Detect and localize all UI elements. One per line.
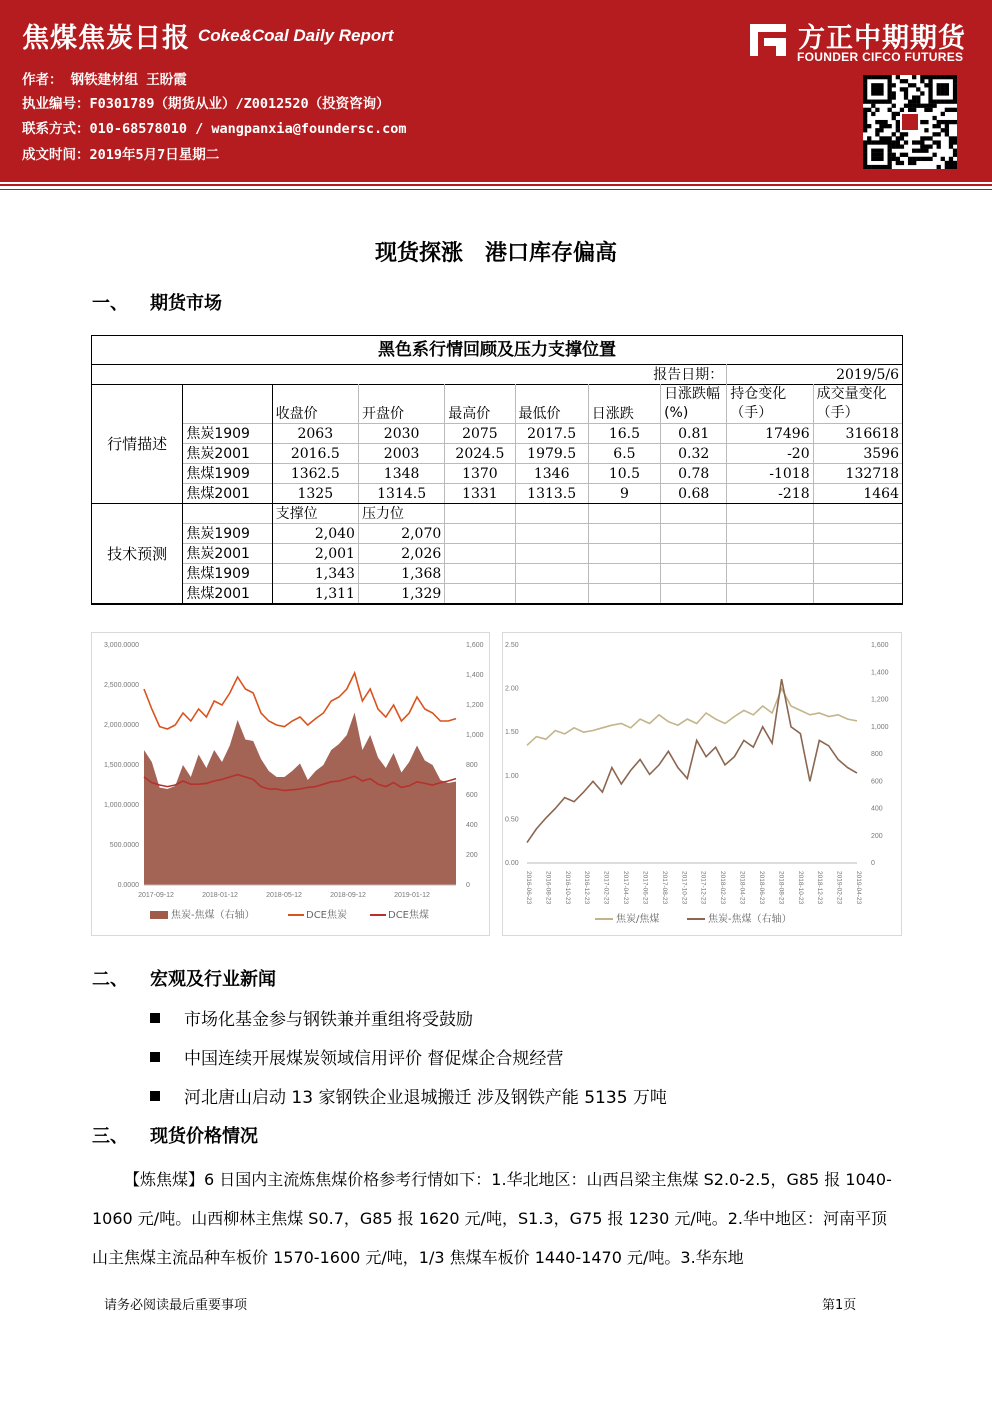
table-cell: 2,040 (272, 524, 358, 544)
x-tick-label: 2016-06-23 (525, 871, 532, 905)
table-cell: 1,368 (358, 564, 444, 584)
left-tick-label: 2,500.0000 (103, 682, 139, 689)
bullet-square-icon (150, 1013, 160, 1023)
contact-line: 联系方式：010-68578010 / wangpanxia@foundersc.com (22, 121, 407, 137)
table-cell: 9 (588, 484, 660, 504)
x-tick-label: 2018-06-23 (757, 871, 765, 905)
right-tick-label: 1,400 (871, 669, 889, 677)
x-tick-label: 2017-09-12 (138, 892, 174, 899)
left-tick-label: 2.50 (505, 642, 519, 649)
chart-coke-coal-ratio-svg (503, 633, 901, 935)
left-tick-label: 1,500.0000 (103, 762, 139, 769)
document-title: 现货探涨 港口库存偏高 (374, 241, 617, 266)
table-cell: 2063 (272, 424, 358, 444)
left-tick-label: 1,000.0000 (103, 802, 139, 809)
right-tick-label: 200 (466, 852, 478, 859)
chart-coke-coal-ratio (502, 632, 902, 936)
news-text: 河北唐山启动 13 家钢铁企业退城搬迁 涉及钢铁产能 5135 万吨 (184, 1088, 667, 1108)
table-row (92, 424, 903, 444)
table-cell: 1331 (445, 484, 515, 504)
header-divider-thin (0, 189, 992, 190)
chart-coke-coal-price-svg (92, 633, 489, 935)
right-tick-label: 400 (466, 822, 478, 829)
market-table-title: 黑色系行情回顾及压力支撑位置 (92, 336, 903, 365)
section-heading-spot (92, 1122, 258, 1148)
left-tick-label: 3,000.0000 (103, 642, 139, 649)
column-header: 最高价 (445, 385, 515, 424)
table-cell: 0.78 (661, 464, 727, 484)
section-number: 二、 (92, 969, 128, 990)
right-tick-label: 1,400 (466, 672, 484, 679)
x-tick-label: 2017-08-23 (660, 871, 668, 905)
right-tick-label: 1,000 (871, 723, 889, 731)
table-cell: 1362.5 (272, 464, 358, 484)
table-cell: 132718 (813, 464, 902, 484)
right-tick-label: 800 (871, 751, 883, 758)
group-label-description: 行情描述 (92, 385, 183, 504)
left-tick-label: 0.0000 (117, 882, 139, 889)
table-cell: 1,343 (272, 564, 358, 584)
left-tick-label: 0.50 (505, 816, 519, 824)
column-header-oi: 持仓变化 （手） (727, 385, 813, 424)
table-cell: 6.5 (588, 444, 660, 464)
table-cell: 16.5 (588, 424, 660, 444)
table-cell: 1,329 (358, 584, 444, 605)
table-row (92, 564, 903, 584)
table-cell: 10.5 (588, 464, 660, 484)
technical-forecast-body (92, 504, 903, 605)
spot-text: 6 日国内主流炼焦煤价格参考行情如下：1.华北地区：山西吕梁主焦煤 S2.0-2.5，G85 报 1040-1060 元/吨。山西柳林主焦煤 S0.7，G85 报 1620 元/吨，S1.3，G75 报 1230 元/吨。2.华中地区：河南平顶山主焦煤主流品种车板价 1570-1600 元/吨，1/3 焦煤车板价 1440-1470 元/吨。3.华东地 (92, 1170, 892, 1267)
section-number: 三、 (92, 1126, 128, 1147)
x-tick-label: 2019-02-23 (835, 871, 843, 905)
table-cell: 2003 (358, 444, 444, 464)
table-row (92, 584, 903, 605)
x-tick-label: 2017-04-23 (622, 871, 630, 905)
left-tick-label: 500.0000 (109, 842, 139, 849)
section-title: 期货市场 (150, 293, 222, 314)
x-tick-label: 2017-10-23 (680, 871, 688, 905)
table-cell: 1979.5 (515, 444, 588, 464)
x-tick-label: 2018-09-12 (330, 892, 366, 899)
date-line: 成文时间：2019年5月7日星期二 (22, 147, 220, 163)
column-header: 开盘价 (358, 385, 444, 424)
column-header: 日涨跌 (588, 385, 660, 424)
x-tick-label: 2016-12-23 (583, 871, 591, 905)
right-tick-label: 1,600 (871, 642, 889, 649)
table-cell: 2075 (445, 424, 515, 444)
section-heading-news (92, 965, 276, 991)
contract-name: 焦煤2001 (183, 484, 272, 504)
market-description-body (92, 385, 903, 504)
right-tick-label: 0 (466, 882, 470, 889)
table-row (92, 444, 903, 464)
ratio-line (527, 689, 857, 746)
x-tick-label: 2018-12-23 (816, 871, 824, 905)
table-cell: 1313.5 (515, 484, 588, 504)
left-tick-label: 1.00 (505, 772, 519, 780)
market-table (91, 335, 903, 605)
right-tick-label: 800 (466, 762, 478, 769)
column-header-support: 支撑位 (275, 505, 318, 522)
column-header-volume: 成交量变化 （手） (813, 385, 902, 424)
contract-name: 焦煤1909 (183, 564, 272, 584)
table-cell: 1464 (813, 484, 902, 504)
report-subtitle: Coke&Coal Daily Report (198, 26, 394, 45)
spread-line (527, 679, 857, 843)
report-date-label: 报告日期： (92, 365, 727, 385)
license-line: 执业编号：F0301789（期货从业）/Z0012520（投资咨询） (22, 96, 390, 112)
table-cell: 2017.5 (515, 424, 588, 444)
x-tick-label: 2018-05-12 (266, 892, 302, 899)
news-text: 中国连续开展煤炭领域信用评价 督促煤企合规经营 (184, 1049, 564, 1069)
left-tick-label: 1.50 (505, 729, 519, 737)
table-cell: 3596 (813, 444, 902, 464)
news-item (150, 1083, 667, 1108)
contract-name: 焦煤1909 (183, 464, 272, 484)
x-tick-label: 2017-12-23 (699, 871, 707, 905)
right-tick-label: 0 (871, 860, 875, 867)
table-cell: 1325 (272, 484, 358, 504)
group-label-technical: 技术预测 (92, 504, 183, 605)
x-tick-label: 2017-06-23 (641, 871, 649, 905)
left-tick-label: 2,000.0000 (103, 722, 139, 729)
report-title: 焦煤焦炭日报 (22, 23, 190, 54)
x-tick-label: 2018-02-23 (719, 871, 727, 905)
table-cell: 2,070 (358, 524, 444, 544)
column-header: 收盘价 (275, 406, 318, 422)
contract-name: 焦煤2001 (183, 584, 272, 605)
x-tick-label: 2018-10-23 (796, 871, 804, 905)
spot-tag: 【炼焦煤】 (124, 1170, 205, 1189)
x-tick-label: 2018-08-23 (777, 871, 785, 905)
right-tick-label: 600 (466, 792, 478, 799)
spot-price-paragraph (92, 1160, 902, 1277)
section-heading-futures (92, 289, 222, 315)
news-text: 市场化基金参与钢铁兼并重组将受鼓励 (184, 1010, 473, 1030)
column-header-resistance: 压力位 (358, 504, 444, 524)
contract-name: 焦炭2001 (183, 444, 272, 464)
bullet-square-icon (150, 1091, 160, 1101)
table-cell: 2016.5 (272, 444, 358, 464)
news-item (150, 1005, 473, 1030)
table-cell: -1018 (727, 464, 813, 484)
section-title: 现货价格情况 (150, 1126, 258, 1147)
table-cell: 0.32 (661, 444, 727, 464)
table-cell: 2,026 (358, 544, 444, 564)
right-tick-label: 1,200 (466, 702, 484, 709)
x-tick-label: 2017-02-23 (602, 871, 610, 905)
table-cell: -20 (727, 444, 813, 464)
x-tick-label: 2016-10-23 (563, 871, 571, 905)
table-cell: 1,311 (272, 584, 358, 605)
qr-code-icon (863, 75, 957, 169)
footer-page-number: 第1页 (822, 1298, 857, 1313)
right-tick-label: 1,200 (871, 696, 889, 704)
table-row (92, 484, 903, 504)
table-cell: 1348 (358, 464, 444, 484)
table-cell: 2,001 (272, 544, 358, 564)
table-cell: 0.81 (661, 424, 727, 444)
x-tick-label: 2019-01-12 (394, 892, 430, 899)
left-tick-label: 0.00 (505, 860, 519, 867)
coke-price-line (144, 673, 456, 729)
report-date: 2019/5/6 (727, 365, 903, 385)
bullet-square-icon (150, 1052, 160, 1062)
x-tick-label: 2018-04-23 (738, 871, 746, 905)
contract-name: 焦炭1909 (183, 524, 272, 544)
company-name-en: FOUNDER CIFCO FUTURES (797, 50, 964, 64)
section-title: 宏观及行业新闻 (150, 969, 276, 990)
contract-name: 焦炭1909 (183, 424, 272, 444)
legend-label: DCE焦煤 (388, 910, 430, 921)
spread-area (144, 713, 456, 886)
table-cell: 2030 (358, 424, 444, 444)
left-tick-label: 2.00 (505, 685, 519, 693)
report-header (0, 0, 992, 182)
column-header-pct: 日涨跌幅 (%) (661, 385, 727, 424)
x-tick-label: 2016-08-23 (544, 871, 552, 905)
legend-label: 焦炭-焦煤（右轴） (708, 914, 792, 925)
table-cell: 17496 (727, 424, 813, 444)
company-logo-icon (746, 20, 790, 60)
news-item (150, 1044, 563, 1069)
footer-disclaimer: 请务必阅读最后重要事项 (104, 1298, 248, 1313)
table-cell: -218 (727, 484, 813, 504)
right-tick-label: 200 (871, 832, 883, 840)
right-tick-label: 1,600 (466, 642, 484, 649)
table-row (92, 464, 903, 484)
table-cell: 2024.5 (445, 444, 515, 464)
legend-label: 焦炭/焦煤 (616, 914, 660, 925)
table-cell: 316618 (813, 424, 902, 444)
contract-name: 焦炭2001 (183, 544, 272, 564)
x-tick-label: 2018-01-12 (202, 892, 238, 899)
chart-coke-coal-price (91, 632, 490, 936)
right-tick-label: 400 (871, 805, 883, 813)
author-line: 作者： 钢铁建材组 王盼霞 (22, 72, 187, 88)
legend-label: DCE焦炭 (306, 910, 348, 921)
section-number: 一、 (92, 293, 128, 314)
table-row (92, 544, 903, 564)
table-row (92, 524, 903, 544)
table-cell: 1370 (445, 464, 515, 484)
company-name-cn: 方正中期期货 (798, 23, 966, 54)
table-cell: 0.68 (661, 484, 727, 504)
right-tick-label: 1,000 (466, 732, 484, 739)
legend-label: 焦炭-焦煤（右轴） (171, 910, 255, 921)
right-tick-label: 600 (871, 778, 883, 786)
table-cell: 1346 (515, 464, 588, 484)
legend-swatch-spread (150, 911, 168, 919)
table-cell: 1314.5 (358, 484, 444, 504)
header-divider (0, 184, 992, 186)
column-header: 最低价 (515, 385, 588, 424)
x-tick-label: 2019-04-23 (855, 871, 862, 905)
